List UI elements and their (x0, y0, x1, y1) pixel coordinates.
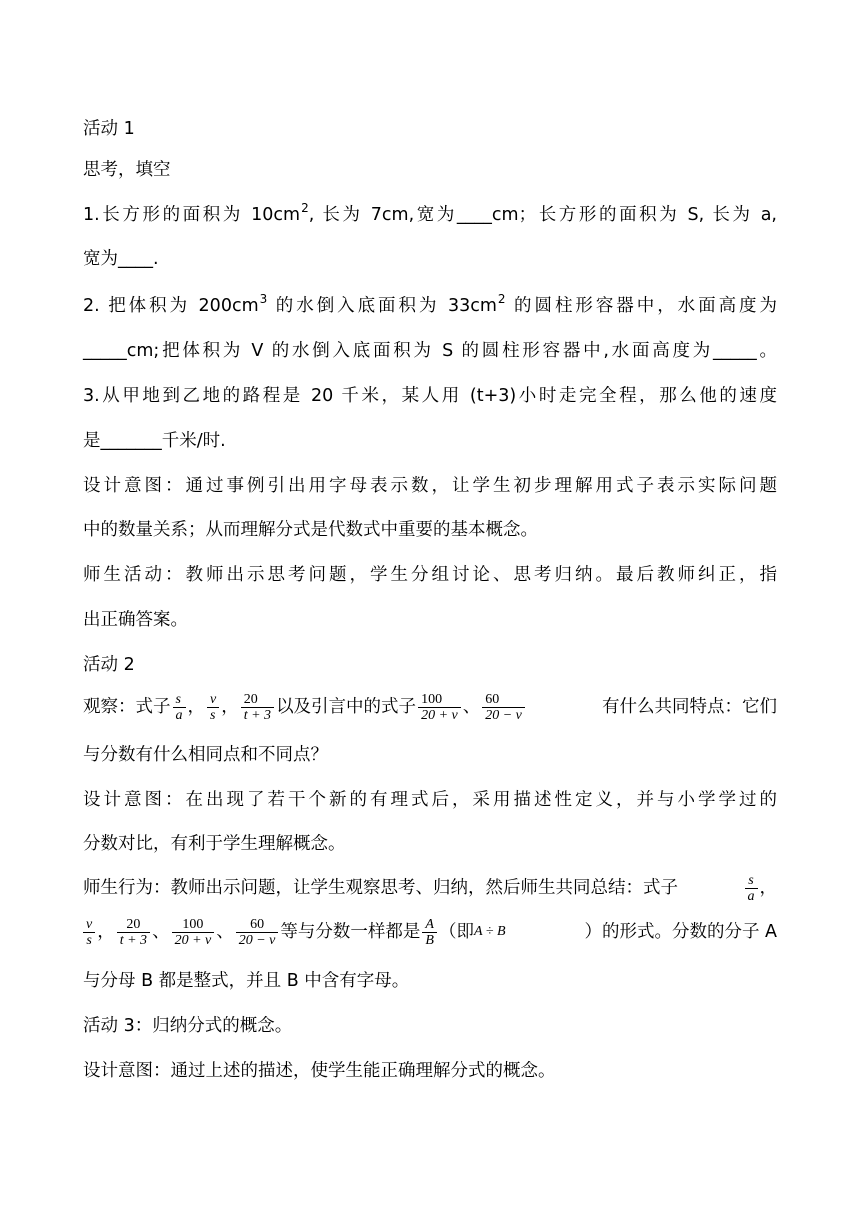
fraction-60-over-20v: $\frac{60}{20 - v}$ (482, 692, 525, 723)
fraction-v-over-s-2: $\frac{v}{s}$ (83, 917, 95, 948)
design-intent2-line2: 分数对比，有利于学生理解概念。 (83, 834, 346, 854)
design-intent2-line1: 设计意图：在出现了若干个新的有理式后，采用描述性定义，并与小学学过的 (83, 790, 777, 810)
a-div-b-expr: A ÷ B (473, 924, 506, 939)
activity2-heading: 活动 2 (83, 655, 135, 675)
q2-line2: _____cm;把体积为 V 的水倒入底面积为 S 的圆柱形容器中,水面高度为_____。 (83, 341, 777, 361)
q1-line2: 宽为____. (83, 249, 159, 269)
q1-line1: 1.长方形的面积为 $10cm^2$, 长为 7cm,宽为____cm；长方形的面积为 S, 长为 a, (83, 201, 777, 225)
fraction-v-over-s: $\frac{v}{s}$ (207, 692, 219, 723)
design-intent1-line2: 中的数量关系；从而理解分式是代数式中重要的基本概念。 (83, 520, 538, 540)
activity1-heading: 活动 1 (83, 119, 135, 139)
activity1-think: 思考，填空 (83, 160, 171, 180)
behavior-line1: 师生行为：教师出示问题，让学生观察思考、归纳，然后师生共同总结：式子 $\frac{s}{a}$ ， (83, 873, 777, 904)
fraction-60-over-20v-2: $\frac{60}{20 - v}$ (236, 917, 279, 948)
fraction-s-over-a-2: $\frac{s}{a}$ (745, 873, 758, 904)
q2-line1: 2. 把体积为 $200cm^3$ 的水倒入底面积为 $33cm^2$ 的圆柱形容器中，水面高度为 (83, 292, 777, 316)
design-intent1-line1: 设计意图：通过事例引出用字母表示数，让学生初步理解用式子表示实际问题 (83, 476, 777, 496)
behavior-line2: $\frac{v}{s}$ ， $\frac{20}{t + 3}$ 、 $\frac{100}{20 + v}$ 、 $\frac{60}{20 - v}$ 等与分数一样都是 $\frac{A}{B}$ （即 A ÷ B ）的形式。分数的分子 A (83, 914, 777, 950)
fraction-20-over-t3: $\frac{20}{t + 3}$ (241, 692, 274, 723)
fraction-20-over-t3-2: $\frac{20}{t + 3}$ (117, 917, 150, 948)
fraction-A-over-B: $\frac{A}{B}$ (422, 917, 437, 948)
behavior-line3: 与分母 B 都是整式，并且 B 中含有字母。 (83, 971, 410, 991)
observe-line2: 与分数有什么相同点和不同点？ (83, 745, 328, 765)
teacher-activity-line1: 师生活动：教师出示思考问题，学生分组讨论、思考归纳。最后教师纠正，指 (83, 565, 777, 585)
teacher-activity-line2: 出正确答案。 (83, 610, 188, 630)
q3-line1: 3.从甲地到乙地的路程是 20 千米，某人用 (t+3)小时走完全程，那么他的速度 (83, 386, 777, 406)
fraction-100-over-20v: $\frac{100}{20 + v}$ (418, 692, 461, 723)
fraction-s-over-a: $\frac{s}{a}$ (173, 692, 186, 723)
activity3-heading: 活动 3：归纳分式的概念。 (83, 1016, 293, 1036)
observe-line1: 观察：式子 $\frac{s}{a}$ ， $\frac{v}{s}$ ， $\frac{20}{t + 3}$ 以及引言中的式子 $\frac{100}{20 + v}$ 、 $\frac{60}{20 - v}$ 有什么共同特点：它们 (83, 691, 777, 723)
q3-line2: 是_______千米/时. (83, 431, 226, 451)
design-intent3: 设计意图：通过上述的描述，使学生能正确理解分式的概念。 (83, 1061, 556, 1081)
fraction-100-over-20v-2: $\frac{100}{20 + v}$ (172, 917, 215, 948)
